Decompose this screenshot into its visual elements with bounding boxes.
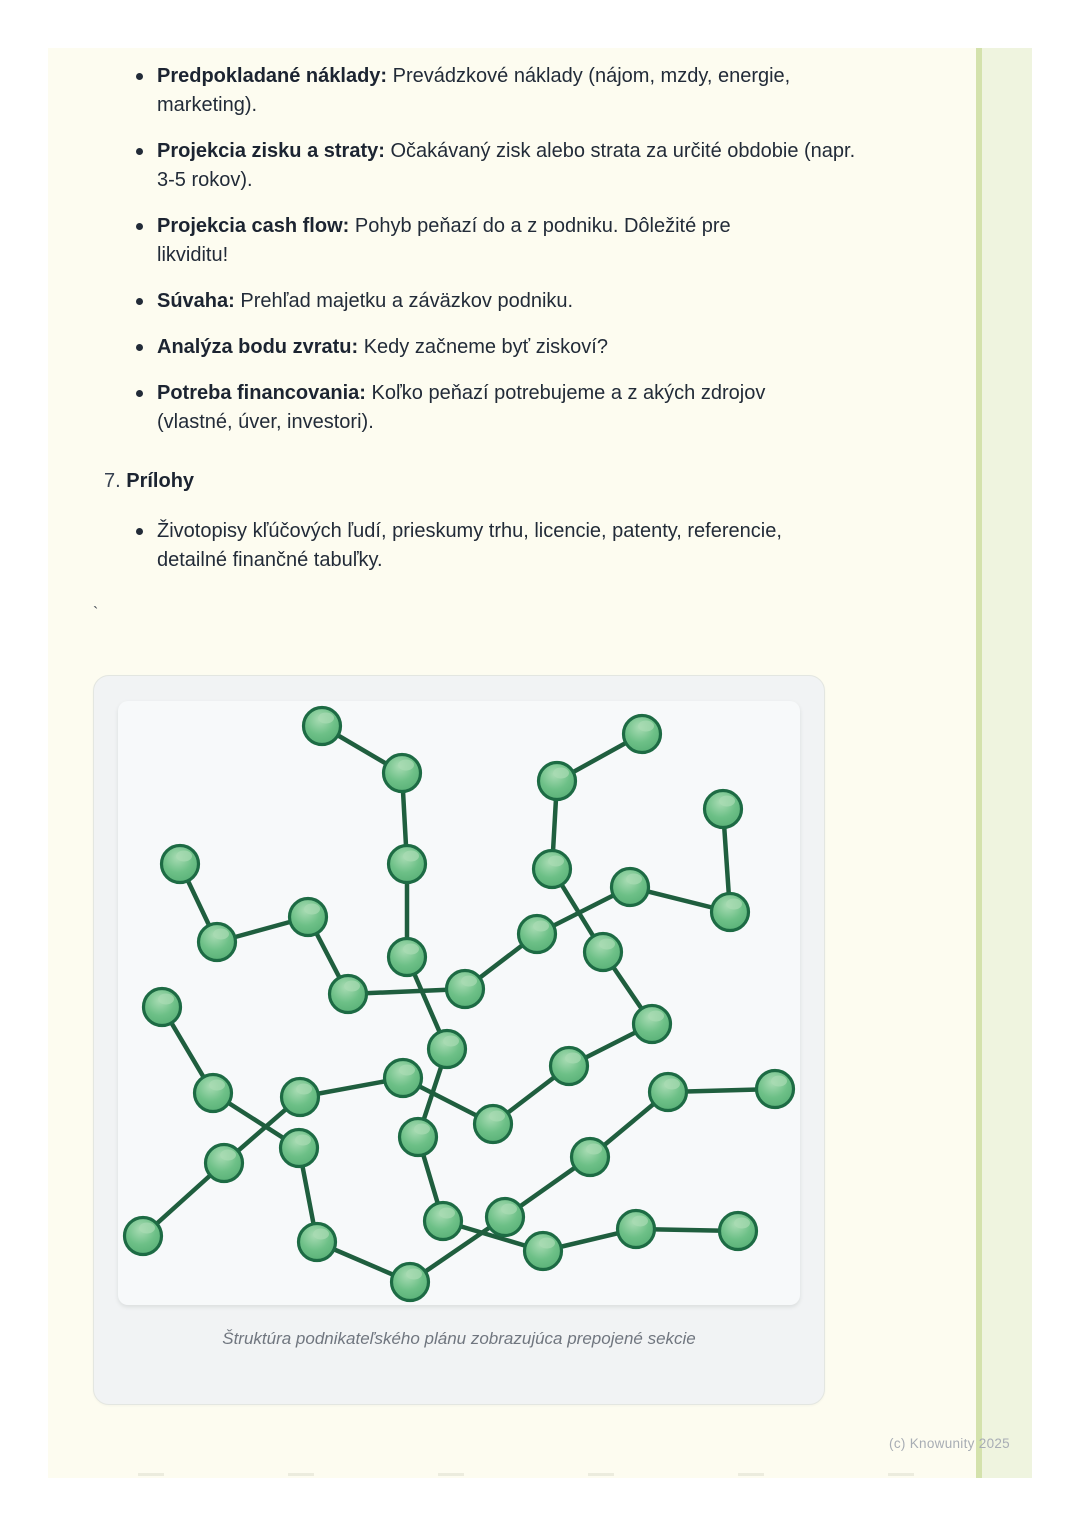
bullet-text: Životopisy kľúčových ľudí, prieskumy trhu, licencie, patenty, referencie, detailné finančné tabuľky. <box>157 520 782 571</box>
bullet-lead: Projekcia cash flow: <box>157 215 350 237</box>
figure-caption: Štruktúra podnikateľského plánu zobrazujúca prepojené sekcie <box>222 1329 696 1348</box>
list-item <box>157 379 797 437</box>
list-item <box>157 517 797 575</box>
copyright-footer: (c) Knowunity 2025 <box>889 1436 1010 1451</box>
bullet-text: Koľko peňazí potrebujeme a z akých zdrojov (vlastné, úver, investori). <box>157 382 766 433</box>
network-graph-image <box>118 701 800 1305</box>
list-item <box>157 333 976 362</box>
bullet-text: Prevádzkové náklady (nájom, mzdy, energie, marketing). <box>157 65 791 116</box>
bullet-lead: Potreba financovania: <box>157 382 366 404</box>
sub-bullet-list <box>48 496 976 575</box>
notebook-margin-strip <box>976 48 1032 1478</box>
bullet-text: Kedy začneme byť ziskoví? <box>363 336 608 358</box>
document-sheet <box>48 48 976 1478</box>
graph-nodes <box>125 708 794 1301</box>
list-item <box>157 62 797 120</box>
bullet-text: Prehľad majetku a záväzkov podniku. <box>240 290 574 312</box>
list-item <box>157 212 777 270</box>
bullet-lead: Projekcia zisku a straty: <box>157 140 385 162</box>
bullet-lead: Súvaha: <box>157 290 235 312</box>
bullet-text: Pohyb peňazí do a z podniku. Dôležité pre likviditu! <box>157 215 731 266</box>
heading-title: Prílohy <box>126 470 195 492</box>
numbered-heading <box>104 467 976 496</box>
figure-card <box>93 675 825 1405</box>
figure-panel <box>118 701 800 1305</box>
stray-backtick: ` <box>93 605 99 622</box>
bullet-lead: Analýza bodu zvratu: <box>157 336 359 358</box>
heading-number: 7. <box>104 470 121 492</box>
bullet-text: Očakávaný zisk alebo strata za určité obdobie (napr. 3-5 rokov). <box>157 140 856 191</box>
bullet-lead: Predpokladané náklady: <box>157 65 388 87</box>
list-item <box>157 287 976 316</box>
bullet-list <box>48 48 976 437</box>
list-item <box>157 137 857 195</box>
